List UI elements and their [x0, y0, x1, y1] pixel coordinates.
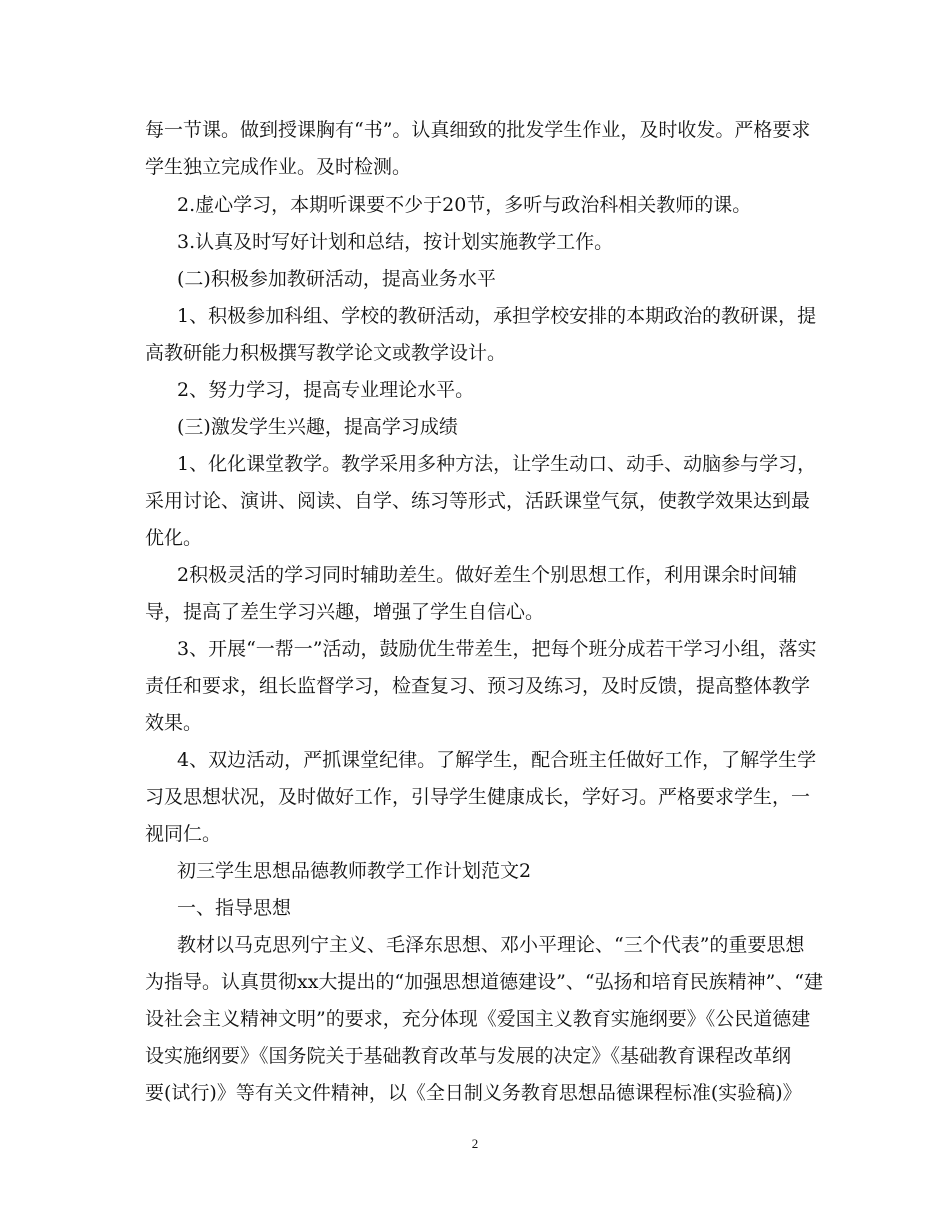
- document-subtitle: 初三学生思想品德教师教学工作计划范文2: [177, 860, 532, 882]
- section-heading: (三)激发学生兴趣，提高学习成绩: [177, 416, 458, 438]
- text-line: 导，提高了差生学习兴趣，增强了学生自信心。: [145, 601, 545, 623]
- text-line: 设社会主义精神文明”的要求，充分体现《爱国主义教育实施纲要》《公民道德建: [145, 1008, 811, 1030]
- text-line: 视同仁。: [145, 823, 222, 845]
- text-line: 2.虚心学习，本期听课要不少于20节，多听与政治科相关教师的课。: [177, 194, 752, 216]
- text-line: 高教研能力积极撰写教学论文或教学设计。: [145, 342, 507, 364]
- text-line: 1、积极参加科组、学校的教研活动，承担学校安排的本期政治的教研课，提: [177, 305, 817, 327]
- text-line: 4、双边活动，严抓课堂纪律。了解学生，配合班主任做好工作，了解学生学: [177, 749, 817, 771]
- text-line: 2积极灵活的学习同时辅助差生。做好差生个别思想工作，利用课余时间辅: [177, 564, 798, 586]
- section-heading: (二)积极参加教研活动，提高业务水平: [177, 268, 496, 290]
- text-line: 2、努力学习，提高专业理论水平。: [177, 379, 475, 401]
- text-line: 设实施纲要》《国务院关于基础教育改革与发展的决定》《基础教育课程改革纲: [145, 1045, 792, 1067]
- text-line: 效果。: [145, 712, 203, 734]
- text-line: 1、化化课堂教学。教学采用多种方法，让学生动口、动手、动脑参与学习，: [177, 453, 817, 475]
- text-line: 责任和要求，组长监督学习，检查复习、预习及练习，及时反馈，提高整体教学: [145, 675, 811, 697]
- text-line: 每一节课。做到授课胸有“书”。认真细致的批发学生作业，及时收发。严格要求: [145, 119, 811, 141]
- text-line: 采用讨论、演讲、阅读、自学、练习等形式，活跃课堂气氛，使教学效果达到最: [145, 490, 811, 512]
- text-line: 要(试行)》等有关文件精神，以《全日制义务教育思想品德课程标准(实验稿)》: [145, 1082, 802, 1104]
- text-line: 教材以马克思列宁主义、毛泽东思想、邓小平理论、“三个代表”的重要思想: [177, 934, 805, 956]
- text-line: 为指导。认真贯彻xx大提出的“加强思想道德建设”、“弘扬和培育民族精神”、“建: [145, 971, 823, 993]
- text-line: 3、开展“一帮一”活动，鼓励优生带差生，把每个班分成若干学习小组，落实: [177, 638, 817, 660]
- page-number: 2: [471, 1136, 479, 1151]
- section-heading: 一、指导思想: [177, 897, 292, 919]
- text-line: 优化。: [145, 527, 203, 549]
- text-line: 学生独立完成作业。及时检测。: [145, 156, 412, 178]
- text-line: 3.认真及时写好计划和总结，按计划实施教学工作。: [177, 231, 614, 253]
- text-line: 习及思想状况，及时做好工作，引导学生健康成长，学好习。严格要求学生，一: [145, 786, 811, 808]
